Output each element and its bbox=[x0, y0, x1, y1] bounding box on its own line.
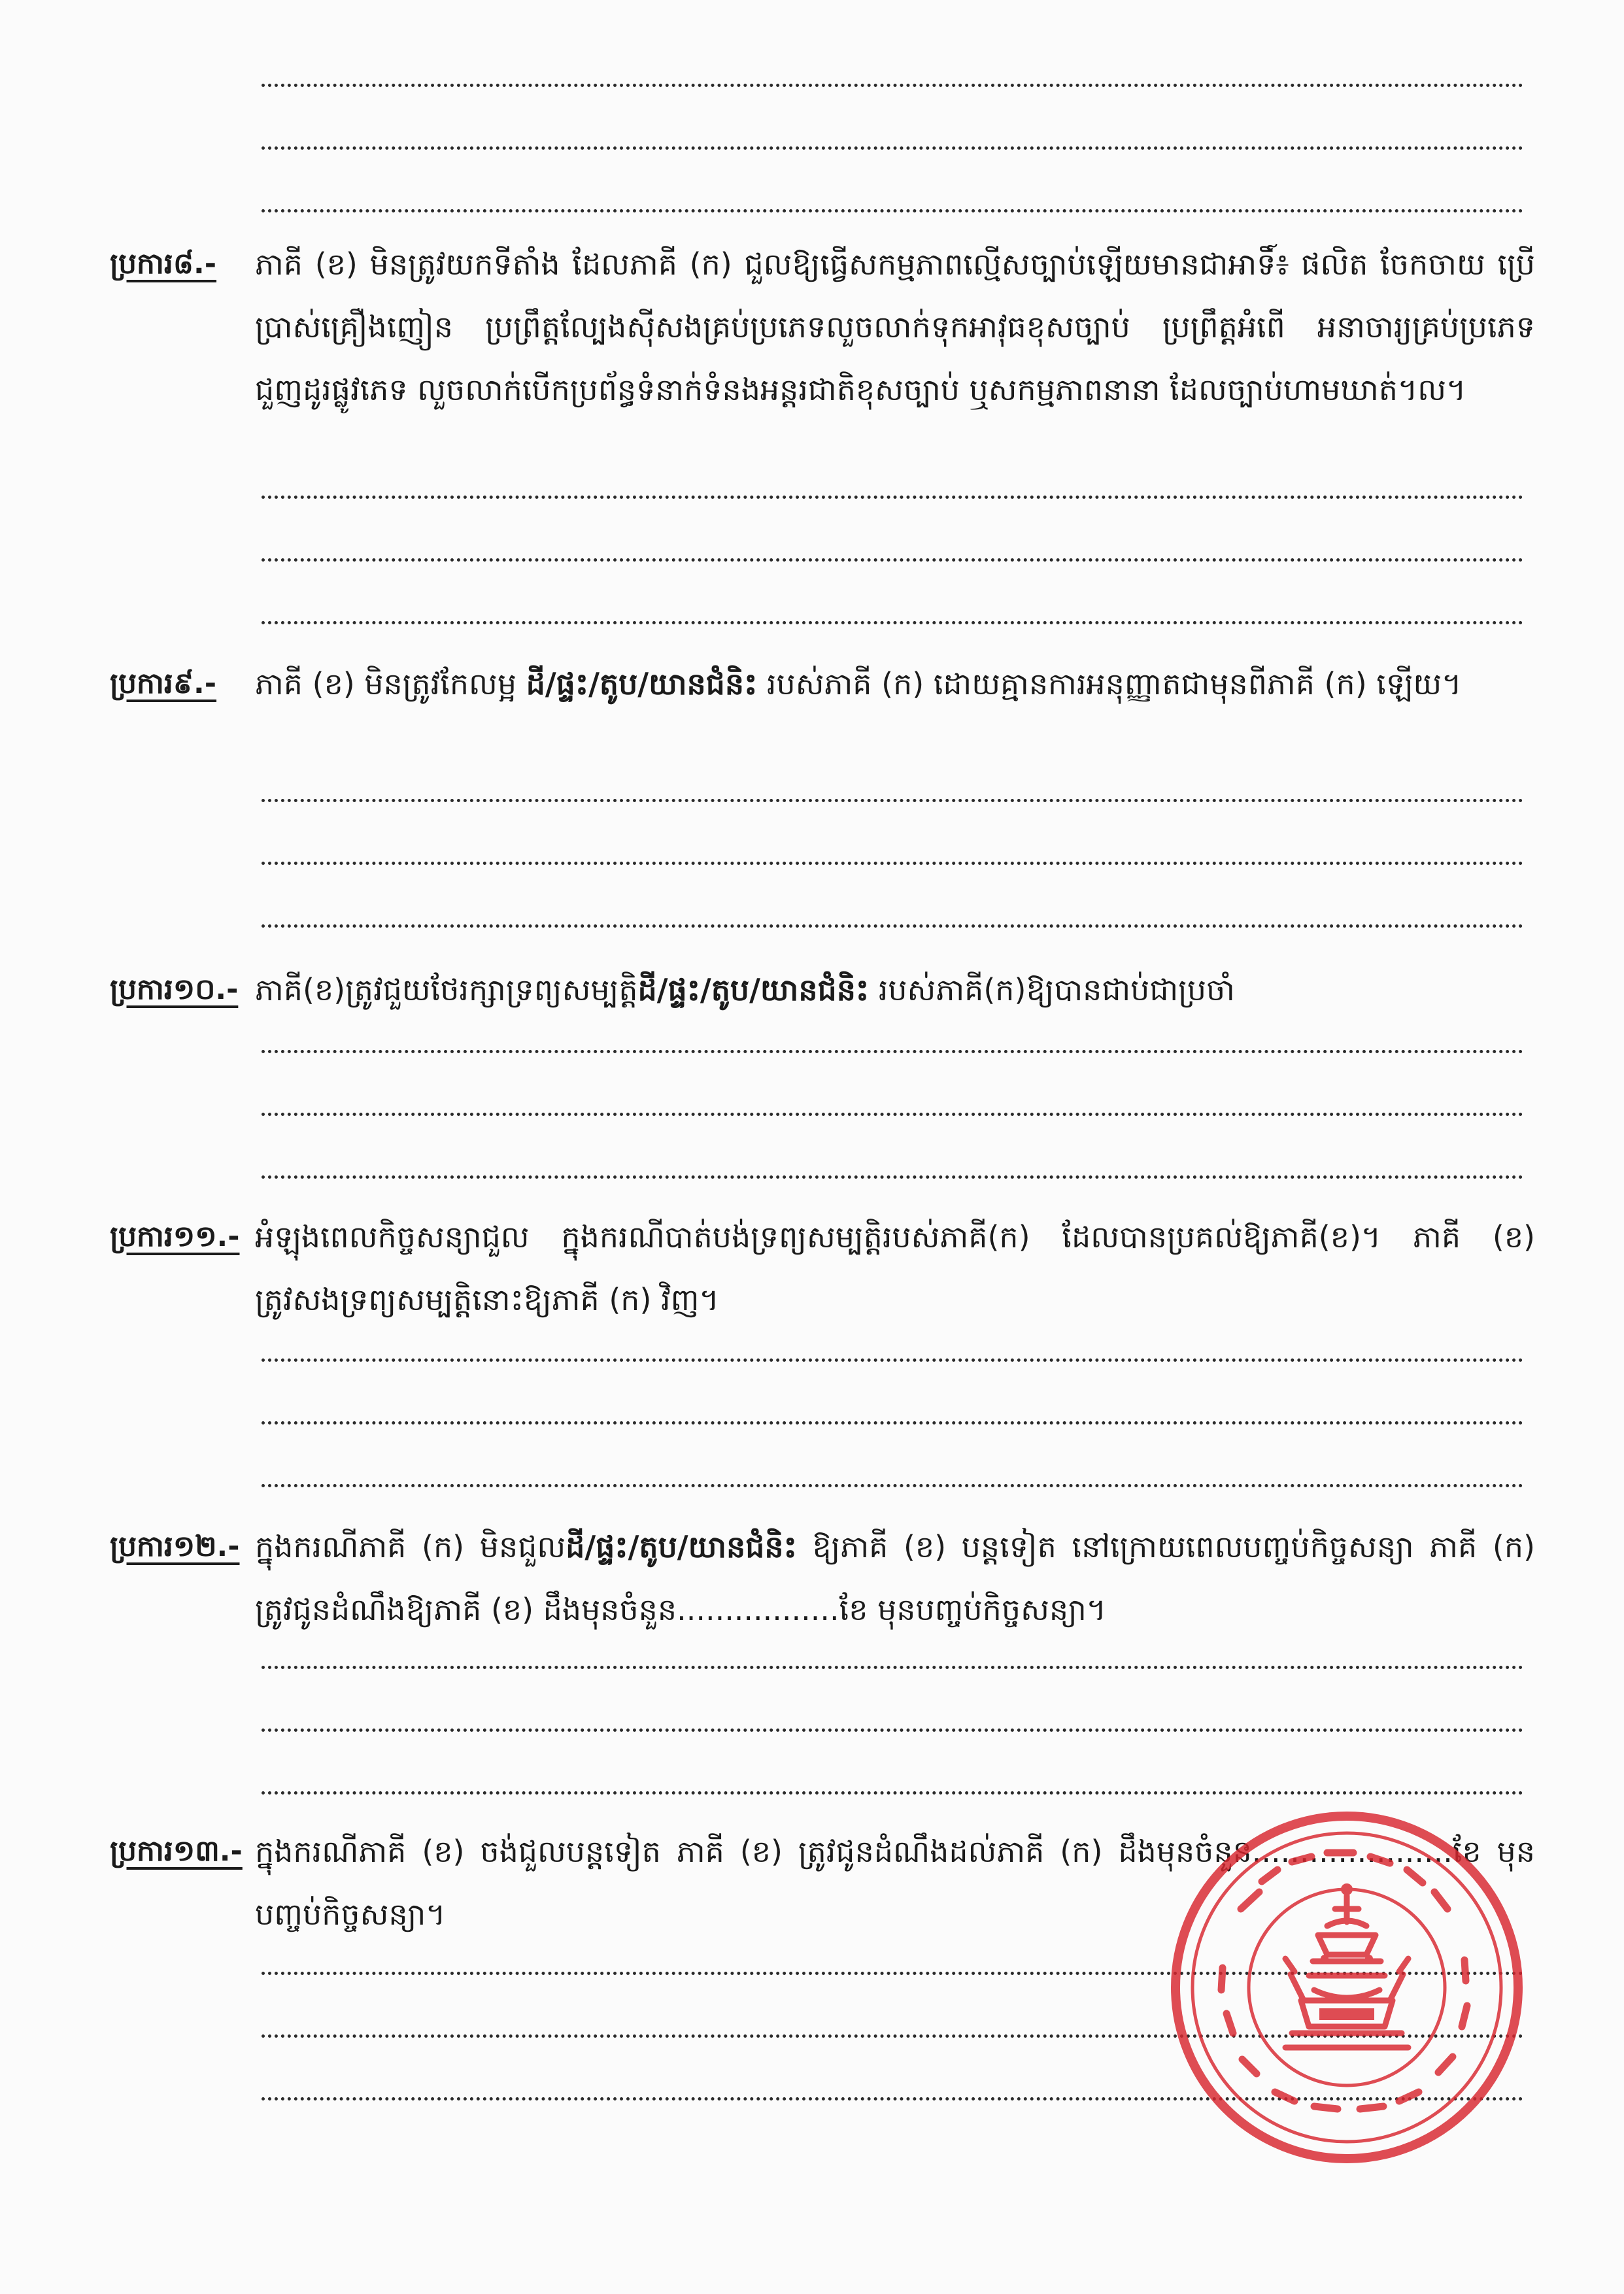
article-8 bbox=[110, 233, 1535, 421]
fill-line[interactable] bbox=[262, 1666, 1523, 1669]
article-12 bbox=[110, 1515, 1535, 1641]
article-label: ប្រការ១១.- bbox=[110, 1220, 240, 1253]
article-text-bold: ដី/ផ្ទះ/តូប/យានជំនិះ bbox=[566, 1529, 797, 1564]
seal-graphic bbox=[1176, 1816, 1518, 2159]
fill-line[interactable] bbox=[262, 1175, 1523, 1179]
fill-line[interactable] bbox=[262, 84, 1523, 87]
article-text-run: ភាគី (ខ) មិនត្រូវកែលម្អ bbox=[255, 666, 526, 701]
article-text-run: របស់ភាគី(ក)ឱ្យបានជាប់ជាប្រចាំ bbox=[869, 972, 1235, 1007]
fill-line[interactable] bbox=[262, 799, 1523, 802]
article-label: ប្រការ១២.- bbox=[110, 1530, 240, 1563]
article-text-run: ក្នុងករណីភាគី (ខ) ចង់ជួលបន្តទៀត ភាគី (ខ) ត្រូវជូនដំណឹងដល់ភាគី (ក) ដឹងមុនចំនួន.....................ខែ មុនបញ្ចប់កិច្ចសន្យា។ bbox=[255, 1834, 1535, 1932]
article-text-run: ឱ្យភាគី (ខ) បន្តទៀត នៅក្រោយពេលបញ្ចប់កិច្ចសន្យា ភាគី (ក) ត្រូវជូនដំណឹងឱ្យភាគី (ខ) ដឹងមុនចំនួន.................ខែ មុនបញ្ចប់កិច្ចសន្យា។ bbox=[255, 1529, 1535, 1627]
article-text-run: អំឡុងពេលកិច្ចសន្យាជួល ក្នុងករណីបាត់បង់ទ្រព្យសម្បត្តិរបស់ភាគី(ក) ដែលបានប្រគល់ឱ្យភាគី(ខ)។ ភាគី (ខ) ត្រូវសងទ្រព្យសម្បត្តិនោះឱ្យភាគី (ក) វិញ។ bbox=[255, 1219, 1535, 1317]
article-text bbox=[255, 958, 1535, 1021]
article-label: ប្រការ៩.- bbox=[110, 667, 217, 700]
fill-line[interactable] bbox=[262, 1791, 1523, 1795]
fill-line[interactable] bbox=[262, 862, 1523, 865]
article-text bbox=[255, 652, 1535, 715]
fill-line[interactable] bbox=[262, 558, 1523, 562]
fill-line[interactable] bbox=[262, 1729, 1523, 1732]
fill-line[interactable] bbox=[262, 924, 1523, 928]
article-text-bold: ដី/ផ្ទះ/តូប/យានជំនិះ bbox=[637, 972, 870, 1007]
article-label: ប្រការ១៣.- bbox=[110, 1834, 243, 1868]
article-text-run: ភាគី(ខ)ត្រូវជួយថែរក្សាទ្រព្យសម្បត្តិ bbox=[255, 972, 638, 1007]
article-label: ប្រការ៨.- bbox=[110, 247, 217, 280]
fill-line[interactable] bbox=[262, 146, 1523, 150]
official-seal-icon bbox=[1164, 1804, 1530, 2170]
fill-line[interactable] bbox=[262, 621, 1523, 624]
article-10 bbox=[110, 958, 1535, 1021]
article-text bbox=[255, 1515, 1535, 1641]
fill-line[interactable] bbox=[262, 1484, 1523, 1487]
fill-line[interactable] bbox=[262, 1358, 1523, 1362]
article-text bbox=[255, 233, 1535, 421]
article-text-run: ក្នុងករណីភាគី (ក) មិនជួល bbox=[255, 1529, 566, 1564]
article-label: ប្រការ១០.- bbox=[110, 973, 239, 1006]
article-text-run: របស់ភាគី (ក) ដោយគ្មានការអនុញ្ញាតជាមុនពីភាគី (ក) ឡើយ។ bbox=[757, 666, 1462, 701]
article-9 bbox=[110, 652, 1535, 715]
fill-line[interactable] bbox=[262, 1050, 1523, 1053]
article-11 bbox=[110, 1206, 1535, 1331]
fill-line[interactable] bbox=[262, 496, 1523, 499]
fill-line[interactable] bbox=[262, 1113, 1523, 1116]
fill-line[interactable] bbox=[262, 1421, 1523, 1425]
article-text bbox=[255, 1206, 1535, 1331]
article-text-bold: ដី/ផ្ទះ/តូប/យានជំនិះ bbox=[526, 666, 758, 701]
fill-line[interactable] bbox=[262, 209, 1523, 212]
article-text-run: ភាគី (ខ) មិនត្រូវយកទីតាំង ដែលភាគី (ក) ជួលឱ្យធ្វើសកម្មភាពល្មើសច្បាប់ឡើយមានជាអាទិ៍៖ ផលិត ចែកចាយ ប្រើប្រាស់គ្រឿងញៀន ប្រព្រឹត្តល្បែងស៊ីសងគ្រប់ប្រភេទលួចលាក់ទុកអាវុធខុសច្បាប់ ប្រព្រឹត្តអំពើ អនាចារ្យគ្រប់ប្រភេទ ជួញដូរផ្លូវភេទ លួចលាក់បើកប្រព័ន្ធទំនាក់ទំនងអន្តរជាតិខុសច្បាប់ ឬសកម្មភាពនានា ដែលច្បាប់ហាមឃាត់។ល។ bbox=[255, 246, 1535, 407]
